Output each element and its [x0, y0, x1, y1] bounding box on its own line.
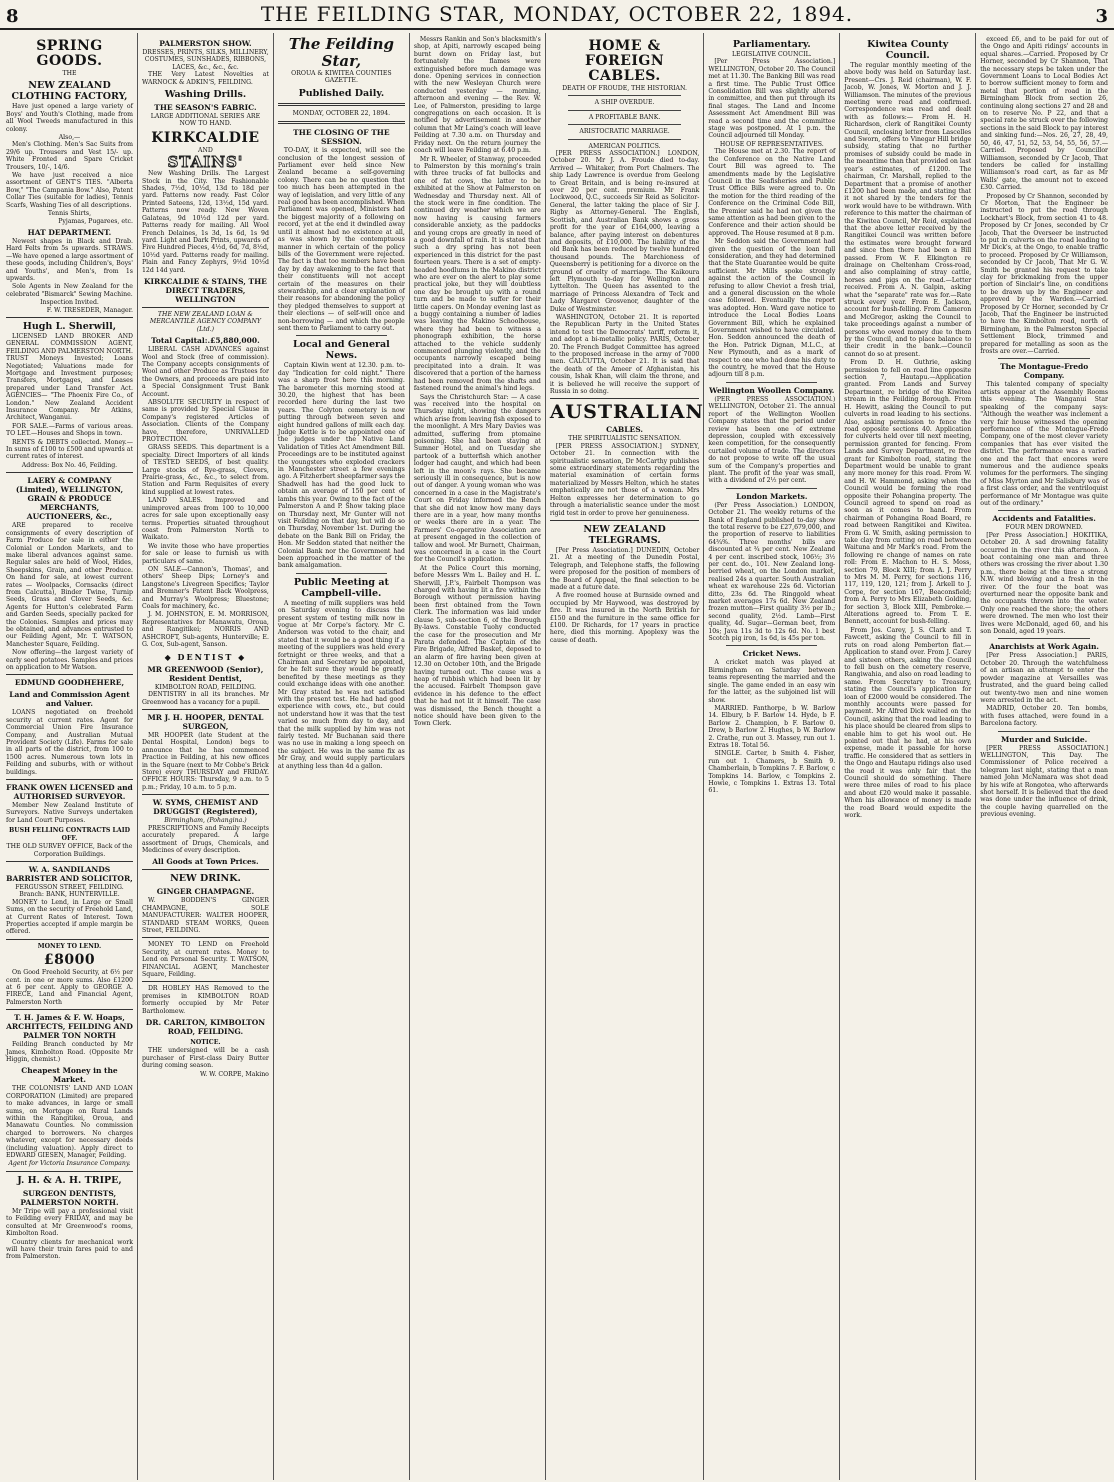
ad-text: LAND SALES. Improved and unimproved areas from 100 to 10,000 acres for sale upon exceptionally easy terms. Properties situated throughout coast from Palmerston North to Waikato.	[141, 497, 269, 542]
ad-text: LARGE ADDITIONAL SERIES ARE NOW TO HAND.	[150, 113, 261, 128]
ad-text: Address: Box No. 46, Feilding.	[21, 461, 118, 469]
divider	[998, 510, 1090, 511]
clothing-factory-heading: NEW ZEALAND CLOTHING FACTORY,	[11, 80, 128, 103]
divider	[6, 779, 133, 780]
divider	[296, 335, 387, 336]
ad-text: LIBERAL CASH ADVANCES against Wool and Stock (free of commission). The Company accepts consignments of Wool and other Produce as Trustees for the Owners, and proceeds are paid into a Special Consignment Trust Bank Account.	[141, 346, 269, 398]
article-text: Says the Christchurch Star: — A case was received into the hospital on Thursday night, showing the dangers which arise from leaving fish exposed to the moonlight. A Mrs Mary Davies was admitted, suffering from ptomaine poisoning. She had been staying at Sumner Hotel, and on Tuesday she partook of a butterfish which another lodger had caught, and which had been left in the moon's rays. She became seriously ill in consequence, but is now out of danger. A young woman who was concerned in a case in the Magistrate's Court on Friday informed the Bench that she did not know how many days there are in a year, how many months or weeks there are in a year. The Farmers' Co-operative Association are at present engaged in the collection of tallow and wool. Mr Burnett, Chairman, was concerned in a case in the Court for the Council's application.	[413, 393, 541, 564]
washing-drills-heading: Washing Drills.	[164, 89, 247, 101]
divider	[142, 937, 269, 938]
article-text: Captain Kiwin went at 12.30. p.m. to-day "Indication for cold night." There was a sharp frost here this morning. The barometer this morning stood at 30.20, the highest that has been recorded here during the last two years. The Colyton cemetery is now putting through between seven and eight hundred gallons of milk each day. Judge Kettle is to be appointed one of the judges under the Native Land Validation of Titles Act Amendment Bill. Proceedings are to be instituted against the youngsters who exploded crackers in Manchester street a few evenings ago. A Fitzherbert sheepfarmer says the Shadwell has had the good luck to obtain an average of 150 per cent of lambs this year. Owing to the fact of the Palmerston A and P. Show taking place on Thursday next, Mr Gunter will not visit Feilding on that day, but will do so on Thursday, November 1st. During the debate on the Bank Bill on Friday, the Hon. Mr Seddon stated that neither the Colonial Bank nor the Government had been approached in the matter of the bank amalgamation.	[277, 362, 405, 570]
ad-text: FERGUSSON STREET, FEILDING. Branch: BANK, HUNTERVILLE.	[15, 883, 124, 899]
ad-text: Birmingham, (Pohangina.)	[164, 817, 247, 825]
ad-text: LOANS negotiated on freehold security at current rates. Agent for Commercial Union Fire Insurance Company, and Australian Mutual Provident Society (Life). Farms for sale in all parts of the district, from 100 to 1500 acres. Numerous town lots in Feilding and suburbs, with or without buildings.	[6, 709, 133, 776]
divider	[278, 121, 405, 124]
murder-heading: Murder and Suicide.	[1001, 734, 1088, 744]
montague-heading: The Montague-Fredo Company.	[999, 362, 1089, 381]
stains-heading: STAINS'	[167, 153, 244, 172]
cricket-scores: MARRIED. Fanthorpe, b W. Barlow 14. Elbury, b F. Barlow 14. Hyde, b F. Barlow 2. Champion, b F. Barlow 0. Drew, b Barlow 2. Hughes, b W. Barlow 2. Crathe, run out 3. Massey, run out 1. Extras 18. Total 56.	[708, 704, 836, 749]
ad-text: Tennis Shirts,	[47, 210, 92, 218]
ad-text: AND	[198, 146, 213, 154]
hooper-heading: MR J. H. HOOPER, DENTAL SURGEON,	[147, 713, 264, 732]
ad-text: DENTISTRY in all its branches. Mr Greenwood has a vacancy for a pupil.	[141, 691, 269, 706]
article-text: [PER PRESS ASSOCIATION.] LONDON, October 20. Mr J. A. Froude died to-day. Arrived — Whitaker, from Port Chalmers. The ship Lady Lawrence is overdue from Geelong to Great Britain, and is being re-insured at over 20 per cent. premium. Mr Frank Lockwood, Q.C., succeeds Sir Reid as Solicitor-General, the latter taking the place of Sir J. Rigby as Attorney-General. The English, Scottish, and Australian Bank shows a gross profit for the year of £164,000, leaving a balance, after paying interest on debentures and deposits, of £10,000. The liability of the old Bank has been reduced by twelve hundred thousand pounds. The Marchioness of Queensberry is petitioning for a divorce on the ground of cruelty of marriage. The Kaikoura left Plymouth to-day for Wellington and Lyttelton. The Queen has assented to the marriage of Princess Alexandra of Teck and Lady Margaret Grosvenor, daughter of the Duke of Westminster.	[549, 150, 700, 313]
divider	[142, 869, 269, 870]
ad-text: Also,—	[58, 134, 81, 142]
issue-date: MONDAY, OCTOBER 22, 1894.	[292, 109, 391, 117]
gazette-subtitle: OROUA & KIWITEA COUNTIES GAZETTE.	[291, 70, 392, 85]
divider	[998, 358, 1090, 359]
divider	[6, 472, 133, 473]
ad-text: Men's Clothing. Men's Sac Suits from 29/6 up. Trousers and Vest 15/- up. White Fronted and Spare Cricket Trousers, 10/-, 14/6.	[6, 141, 133, 171]
divider	[726, 382, 817, 383]
ad-text: THE COLONISTS' LAND AND LOAN CORPORATION (Limited) are prepared to make advances, in large or small sums, on Mortgage on Rural Lands within the Rangitikei, Oroua, and Manawatu Counties. No commission charged to borrowers. No charges whatever, except for necessary deeds (including valuation). Apply direct to EDWARD GIESEN, Manager, Feilding.	[6, 1085, 133, 1160]
article-text: From D. H. Guthrie, asking permission to fell on road line opposite section 7, Hautapu.—Application granted. From Lands and Survey Department, re bridge of the Kiwitea stream in the Feilding Borough. From H. Hewitt, asking the Council to put culverts in road leading to his sections. Also, asking permission to fence the road opposite sections 40. Application for culverts held over till next meeting, permission granted for fencing. From Lands and Survey Department, re free grant for Kimbolton road, stating the Department would be unable to grant any more money for this road. From W. and H. W. Hammond, asking when the Council would be forming the road opposite their Pohangina property. The Council agreed to spend on road as soon as it comes to hand. From chairman of Pohangina Road Board, re road between Rangitikei and Kiwitea. From G. W. Smith, asking permission to take clay from cutting on road between Waituna and Mr Mark's road. From the following re change of names on rate roll: From E. Machon to H. S. Moss, section 79, Block XIII; from A. J. Perry to Mrs M. M. Perry, for sections 116, 117, 119, 120, 121; from J. Arkell to J. Corpe, for section 167, Beaconsfield; from A. Perry to Mrs Elizabeth Golding, for section 3, Block XIII, Pembroke.—Alterations agreed to. From T. E. Bennett, account for bush-felling.	[844, 359, 972, 626]
ad-text: Agent for Victoria Insurance Company.	[8, 1160, 131, 1168]
page-columns	[2, 33, 1112, 1480]
show-heading: PALMERSTON SHOW.	[159, 39, 252, 48]
article-text: A cricket match was played at Birmingham on Saturday between teams representing the married and the single. The game ended in an easy win for the latter, as the subjoined list will show.	[708, 659, 836, 704]
column-4	[410, 33, 546, 1480]
ad-text: THE SEASON'S FABRIC.	[154, 103, 257, 113]
article-text: At the Police Court this morning, before Messrs Wm L. Bailey and H. L. Sherwill, J.P.'s, Fairbelt Thompson was charged with having lit a fire within the Borough without permission having been first obtained from the Town Clerk. The information was laid under clause 5, sub-section 6, of the Borough By-laws. Constable Tuohy conducted the case for the prosecution and Mr Parata defended. The Captain of the Fire Brigade, Alfred Basket, deposed to an alarm of fire having been given at 12.30 on October 10th, and the Brigade having turned out. The cause was a heap of rubbish which had been lit by the accused. Fairbelt Thompson gave evidence in his defence to the effect that he had not lit it himself. The case was dismissed, the Bench thought a notice should have been given to the Town Clerk.	[413, 564, 541, 728]
article-text: exceed £6, and to be paid for out of the Ongo and Apiti ridings' accounts in equal shares.—Carried. Proposed by Cr Horner, seconded by Cr Shannon, That the necessary steps be taken under the Government Loans to Local Bodies Act to borrow sufficient money to form and metal that portion of road in the Birmingham Block from section 26, continuing along sections 27 and 28 and on to reserve No. P 22, and that a special rate be struck over the following sections in the said Block to pay interest and sinking fund:—Nos. 26, 27, 28, 49, 50, 46, 47, 51, 52, 53, 54, 55, 56, 57.—Carried. Proposed by Councillor Williamson, seconded by Cr Jacob, That tenders be called for installing Williamson's road cart, as far as Mr Walls' gate, the amount not to exceed £30. Carried.	[980, 36, 1109, 192]
divider	[6, 861, 133, 862]
article-text: Mr Seddon said the Government had given the question of the loan full consideration, and they had determined that the State Guarantee would be quite sufficient. Mr Mills spoke strongly against the action of the Council in refusing to allow Cheviot a fresh trial, and a general discussion on the whole case followed. Eventually the report was adopted. Hon. Ward gave notice to introduce the Local Bodies Loans Government Bill, which he explained Government wished to have circulated. Hon. Seddon announced the death of the Hon. Patrick Dignan, M.L.C., at New Plymouth, and as a mark of respect to one who had done his duty to the country, he moved that the House adjourn till 8 p.m.	[708, 238, 836, 379]
article-text: MADRID, October 20. Ten bombs, with fuses attached, were found in a Barcelona factory.	[980, 705, 1109, 728]
ad-text: LICENSED LAND BROKER AND GENERAL COMMISSION AGENT, FEILDING AND PALMERSTON NORTH. TRUST Moneys Invested; Loans Negotiated; Valuations made for Mortgage and Investment purposes; Transfers, Mortgages, and Leases prepared under Land Transfer Act. AGENCIES— "The Phoenix Fire Co., of London." New Zealand Accident Insurance Company. Mr Atkins, Architect, Wanganui.	[6, 332, 133, 422]
ad-text: DR HOBLEY HAS Removed to the premises in KIMBOLTON ROAD formerly occupied by Mr Peter Bartholomew.	[141, 985, 269, 1015]
accidents-heading: Accidents and Fatalities.	[992, 514, 1096, 524]
article-text: [Per Press Association.] DUNEDIN, October 21. At a meeting of the Dunedin Postal, Telegraph, and Telephone staffs, the following were proposed for the position of members of the Board of Appeal, the final selection to be made at a future date.	[549, 546, 700, 591]
ad-text: THE OLD SURVEY OFFICE, Back of the Corporation Buildings.	[6, 843, 133, 858]
house-subhead: HOUSE OF REPRESENTATIVES.	[719, 140, 824, 148]
ad-text: J. M. JOHNSTON, E. M. MORRISON, Representatives for Manawatu, Oroua, and Rangitikei; NORRIS AND ASHCROFT, Sub-agents, Hunterville; E. G. Cox, Sub-agent, Sanson.	[141, 611, 269, 648]
kiwitea-heading: Kiwitea County Council.	[867, 39, 949, 61]
australian-heading: AUSTRALIAN	[549, 401, 704, 424]
divider	[726, 488, 817, 489]
divider	[568, 139, 682, 140]
architects-heading: T. H. James & F. W. Hoaps, ARCHITECTS, FEILDING AND PALMER TON NORTH	[6, 1013, 133, 1041]
divider	[142, 709, 269, 710]
divider	[142, 981, 269, 982]
newspaper-title: THE FEILDING STAR, MONDAY, OCTOBER 22, 1894.	[260, 2, 854, 26]
column-3	[274, 33, 410, 1480]
cricket-heading: Cricket News.	[742, 649, 801, 659]
article-text: A meeting of milk suppliers was held on Saturday evening to discuss the present system of testing milk now in vogue at Mr Corpe's factory. Mr C. Anderson was voted to the chair, and stated that it would be a good thing if a meeting of the suppliers was held every fortnight or three weeks, and that a Chairman and Secretary be appointed, for he felt sure they would be greatly benefited by these meetings as they could exchange ideas with one another. Mr Gray stated he was not satisfied with the present test. He had had good experience with cows, etc., but could not understand how it was that the test varied so much from day to day, and that the milk supplied by him was not fairly tested. Mr Buchanan said there was no use in making a long speech on the subject. He was in the same fix as Mr Gray, and would supply particulars at anything less than 4d a gallon.	[277, 599, 405, 770]
ad-text: Now offering—the largest variety of early seed potatoes. Samples and prices on application to Mr Watson.	[6, 649, 133, 671]
divider	[6, 1171, 133, 1172]
ad-text: FOR SALE.—Farms of various areas. TO LET.—Houses and Shops in town.	[6, 422, 133, 438]
cable-subhead: A SHIP OVERDUE.	[594, 99, 655, 107]
ad-text: We have just received a nice assortment of GENT'S TIES. "Alberta Bow," "The Campania Bow." Also, Patent Collar Ties (suitable for ladies), Tennis Scarfs, Washing Ties of all descriptions.	[6, 172, 133, 209]
article-text: Mr R. Wheeler, of Stanway, proceeded to Palmerston by this morning's train with three trucks of fat bullocks and one of fat cows, the latter to be exhibited at the Show at Palmerston on Wednesday and Thursday next. All of the stock were in fine condition. The continued dry weather which we are now having is causing farmers considerable anxiety, as the paddocks and young crops are greatly in need of a good downfall of rain. It is stated that such a dry spring has not been experienced in this district for the past fourteen years. There is a set of empty-headed hoodlums in the Makino district who are ever on the alert to play some practical joke, but they will doubtless one day be brought up with a round turn and be made to suffer for their little capers. On Monday evening last as a buggy containing a number of ladies was leaving the Makino Schoolhouse, where they had been to witness a phonograph exhibition, the horse attached to the vehicle suddenly commenced plunging violently, and the occupants narrowly escaped being precipitated into a drain. It was discovered that a portion of the harness had been removed from the shafts and fastened round the animal's hind legs.	[413, 155, 541, 393]
article-text: (PER PRESS ASSOCIATION.) WELLINGTON, October 21. The annual report of the Wellington Woollen Company states that the period under review has been one of extreme depression, coupled with excessively keen competition, for the consequently curtailed volume of trade. The directors do not propose to write off the usual sum of the Company's properties and plant. The profit of the year was small, with a dividend of 2½ per cent.	[708, 395, 836, 485]
ad-text: MONEY to Lend, in Large or Small Sums, on the security of Freehold Land, at Current Rates of Interest. Town Properties accepted if ample margin be offered.	[6, 898, 133, 936]
ad-text: Newest shapes in Black and Drab. Hard Felts from 5s upwards. STRAWS.—We have opened a large assortment of these goods, including Children's, Boys' and Youths', and Men's, from 1s upwards.	[6, 237, 133, 282]
cables-heading: HOME & FOREIGN CABLES.	[584, 38, 665, 84]
ad-text: ON SALE—Cannon's, Thomas', and others' Sheep Dips; Lorney's and Langstone's Livegreen Specifics; Taylor and Bremner's Patent Back Woolpress, and Murray's Woolpress; Bluestone; Coals for machinery, &c.	[141, 565, 269, 610]
divider	[6, 317, 133, 318]
divider	[568, 124, 682, 125]
divider	[998, 731, 1090, 732]
tripe-sub: SURGEON DENTISTS, PALMERSTON NORTH.	[20, 1188, 119, 1207]
loan-amount: £8000	[43, 952, 96, 969]
article-text: Proposed by Cr Shannon, seconded by Cr Morton, That the Engineer be instructed to put the road through Lockhart's Block, from section 41 to 48. Proposed by Cr Jones, seconded by Cr Jacob, That the Overseer be instructed to put in culverts on the road leading to Mr Dick's, at the Ongo, to enable traffic to proceed. Proposed by Cr Williamson, seconded by Cr Jacob, That Mr G. W. Smith be granted his request to take clay for brickmaking from the upper portion of Sinclair's line, on conditions to be drawn up by the Engineer and approved by the Warden.—Carried. Proposed by Cr Horner, seconded by Cr Jacob, That the Engineer be instructed to have the Kimbolton road, north of Birmingham, in the Palmerston Special Settlement Block, trimmed and prepared for metalling as soon as the frosts are over.—Carried.	[980, 192, 1109, 356]
australian-cables: CABLES.	[606, 425, 643, 435]
column-5	[546, 33, 705, 1480]
sandilands-heading: W. A. SANDILANDS BARRISTER AND SOLICITOR,	[6, 864, 133, 883]
town-prices-heading: All Goods at Town Prices.	[152, 857, 259, 867]
ad-text: New Washing Drills. The Largest Stock in the City. The Fashionable Shades, 7½d, 10½d, 13d to 18d per yard. Patterns now ready. Fast Color Printed Sateens, 12d, 13½d, 15d yard. Patterns now ready. New Woven Galateas, 9d 10½d 12d per yard. Patterns ready for mailing. All Wool French Delaines, 1s 3d, 1s 6d, 1s 9d yard. Light and Dark Prints, upwards of Five Hundred Pieces, 4½d, 6d, 7d, 8½d, 10½d yard. Patterns ready for mailing. Plain and Fancy Zephyrs, 9½d 10½d 12d 14d yard.	[141, 170, 269, 274]
newspaper-logo: The Feilding Star,	[288, 35, 394, 70]
ad-the: THE	[62, 70, 77, 77]
hat-department-heading: HAT DEPARTMENT.	[27, 227, 112, 237]
ad-text: PRESCRIPTIONS and Family Receipts accurately prepared. A large assortment of Drugs, Chemicals, and Medicines of every description.	[141, 824, 269, 854]
article-text: WASHINGTON, October 21. It is reported the Republican Party in the United States intend to test the Democrats' tariff, reform it, and adopt a bi-metallic policy. PARIS, October 20. The French Budget Committee has agreed to the proposed increase in the army of 7000 men. CALCUTTA, October 21. It is said that the death of the Ameer of Afghanistan, his cousin, Ishak Khan, will claim the throne, and it is believed he will receive the support of Russia in so doing.	[549, 313, 700, 396]
markets-heading: London Markets.	[736, 491, 808, 501]
anarchists-heading: Anarchists at Work Again.	[989, 642, 1100, 652]
ad-text: MR HOOPER (late Student at the Dental Hospital, London) begs to announce that he has commenced Practice in Feilding, at his new offices in the Square (next to Mr Cobbe's Brick Store) every THURSDAY and FRIDAY. OFFICE HOURS: Thursday, 9 a.m. to 5 p.m.; Friday, 10 a.m. to 5 p.m.	[141, 732, 269, 791]
cheap-money-heading: Cheapest Money in the Market.	[21, 1066, 118, 1085]
ad-text: ARE prepared to receive consignments of every description of Farm Produce for sale in either the Colonial or London Markets, and to make liberal advances against same. Regular sales are held of Wool, Hides, Sheepskins, Grain, and other Produce. On hand for sale, at lowest current rates — Woolpacks, Cornsacks (direct from Calcutta), Binder Twine, Turnip Seeds, Grass and Clover Seeds, &c. Agents for Hutton's celebrated Farm and Garden Seeds, specially packed for the Colonies. Samples and prices may be obtained, and advances entrusted to our Feilding Agent, Mr. T. WATSON, Manchester Square, Feilding.	[6, 522, 133, 648]
article-text: The regular monthly meeting of the above body was held on Saturday last. Present—Crs. J. Reid (chairman), W. F. Jacob, W. Jones, W. Morton and J. J. Williamson. The minutes of the previous meeting were read and confirmed. Correspondence was read and dealt with as follows:— From H. H. Richardson, clerk of Rangitikei County Council, enclosing letter from Lascelles and Sworn, offers to Vinegar Hill bridge subsidy, stating that no further promises of subsidy could be made in the meantime than that provided on last year's estimates, of £1200. The chairman, Cr. Marshall, replied to the Department that a promise of another £1200 had been made, and stating that it not shared by the tenders for the work would have to be withdrawn. With reference to this matter the chairman of the Kiwitea Council, Mr Reid, explained that the above letter received by the Rangitikei Council was written before the estimates were brought forward and since then there had been a Bill passed. From W. F. Elkington re drainage on Cheltenham Cross-road, and also complaining of stray cattle, horses and pigs on the road.—Letter received. From A. N. Galpin, asking what the "separate" rate was for.—Rate struck every year. From E. Jackson, account for bush-felling. From Cameron and McGregor, asking the Council to take proceedings against a number of persons who owed money due to them by the Council, and to place balance to their credit in the bank.—Council cannot do so at present.	[844, 62, 972, 358]
ad-text: Member New Zealand Institute of Surveyors. Native Surveys undertaken for Land Court Purposes.	[6, 802, 133, 824]
divider	[550, 398, 700, 399]
public-meeting-heading: Public Meeting at Campbell-ville.	[293, 576, 389, 599]
ad-text: We invite those who have properties for sale or lease to furnish us with particulars of same.	[141, 542, 269, 565]
article-text: The House met at 2.30. The report of the Conference on the Native Land Court Bill was agreed to. The amendments made by the Legislative Council in the Seafisheries and Public Trust Office Bills were agreed to. On the motion for the third reading of the Conference on the Criminal Code Bill, the Premier said he had not given the same attention as had been given to the Conference and their action should be approved. The House resumed at 8 p.m.	[708, 148, 836, 237]
article-text: This talented company of specialty artists appear at the Assembly Rooms this evening. The Wanganui Star speaking of the company says: "Although the weather was inclement a very fair house witnessed the opening performance of the Montague-Fredo Company, one of the most clever variety companies that has ever visited the district. The performance was a varied one and the fact that encores were numerous and the audience speaks volumes for the performers. The singing of Miss Myrton and Mr Salisbury was of a first class order, and the ventriloquist performance of Mr Montague was quite out of the ordinary."	[980, 381, 1109, 507]
ad-text: F. W. TRESEDER, Manager.	[46, 306, 133, 314]
ad-text: On Good Freehold Security, at 6½ per cent. in one or more sums. Also £1200 at 6 per cent. Apply to GEORGE A. FIRECE, Land and Financial Agent, Palmerston North	[6, 969, 133, 1006]
cable-subhead: AMERICAN POLITICS.	[588, 142, 661, 150]
divider	[296, 573, 387, 574]
masthead	[0, 0, 1114, 30]
divider	[998, 638, 1090, 639]
article-text: [Per Press Association.] WELLINGTON, October 20. The Council met at 11.30. The Banking Bill was read a first time. The Public Trust Office Consolidation Bill was slightly altered in committee, and then put through its final stages. The Land and Income Assessment Act Amendment Bill was read a second time and the committee stage was postponed. At 1 p.m. the Council adjourned till Monday.	[708, 58, 836, 140]
ad-text: DRESSES, PRINTS, SILKS, MILLINERY, COSTUMES, SUNSHADES, RIBBONS, LACES, &c., &c., &c.	[142, 49, 269, 71]
ad-text: GRASS SEEDS. This department is a specialty. Direct Importers of all kinds of TESTED SEEDS, of best quality. Large stocks of Rye-grass, Clovers, Prairie-grass, &c., &c., to select from. Station and Farm Requisites of every kind supplied at lowest rates.	[141, 444, 269, 496]
column-8	[976, 33, 1112, 1480]
article-text: Messrs Rankin and Son's blacksmith's shop, at Apiti, narrowly escaped being burnt down on Friday last, but fortunately the flames were extinguished before much damage was done. Opening services in connection with the new Wesleyan Church were conducted yesterday — morning, afternoon and evening — the Rev. W. Lee, of Palmerston, presiding to large congregations on each occasion. It is notified by advertisement in another column that Mr Laing's coach will leave Feilding at 7.30 a.m. on Thursday and Friday next. On the return journey the coach will leave Feilding at 6.40 p.m.	[413, 36, 541, 155]
page-number-left: 8	[6, 6, 19, 27]
ad-text: MONEY TO LEND on Freehold Security, at current rates. Money to Lend on Personal Security. T. WATSON, FINANCIAL AGENT, Manchester Square, Feilding.	[141, 941, 269, 978]
drowned-subhead: FOUR MEN DROWNED.	[1005, 524, 1083, 532]
greenwood-heading: MR GREENWOOD (Senior), Resident Dentist,	[147, 664, 264, 683]
money-to-lend-heading: MONEY TO LEND.	[37, 942, 102, 950]
cable-subhead: THE SPIRITUALISTIC SENSATION.	[568, 435, 681, 443]
column-2	[138, 33, 274, 1480]
ad-text: Pyjamas, Pugarees, etc.	[58, 217, 133, 225]
ad-text: Have just opened a large variety of Boys' and Youth's Clothing, made from all Wool Tweeds manufactured in this colony.	[6, 103, 133, 133]
divider	[142, 307, 269, 308]
article-text: [PER PRESS ASSOCIATION.] WELLINGTON, This Day. The Commissioner of Police received a telegram last night, stating that a man named John McNamara was shot dead by his wife at Rongotea, who afterwards shot herself. It is believed that the deed was done under the influence of drink, the couple having quarrelled on the previous evening.	[980, 744, 1109, 819]
divider	[6, 674, 133, 675]
ad-text: BUSH FELLING CONTRACTS LAID OFF.	[8, 827, 130, 842]
tripe-heading: J. H. & A. H. TRIPE,	[17, 1174, 122, 1186]
nz-telegrams-heading: NEW ZEALAND TELEGRAMS.	[583, 523, 666, 546]
page-number-right: 3	[1095, 6, 1108, 27]
ad-text: Inspection Invited.	[40, 299, 99, 307]
cable-subhead: ARISTOCRATIC MARRIAGE.	[579, 128, 670, 136]
ad-text: RENTS & DEBTS collected. Money.—In sums of £100 to £500 and upwards at current rates of interest.	[6, 438, 133, 461]
ad-text: KIMBOLTON ROAD, FEILDING.	[154, 683, 256, 691]
carlton-heading: DR. CARLTON, KIMBOLTON ROAD, FEILDING.	[145, 1018, 266, 1036]
article-text: From Jos. Carey, J. S. Clark and T. Fawcett, asking the Council to fill in ruts on road along Pemberton flat.—Application to stand over. From J. Carey and sixteen others, asking the Council to fell bush on the cemetery reserve, Rangiwahia, and also on road leading to same. From Secretary to Treasury, stating the Council's application for loan of £2000 would be considered. The monthly accounts were passed for payment. Mr Alfred Dick waited on the Council, asking that the road leading to his place should be cleared from slips to enable him to get his wool out. He pointed out that he had, at his own expense, made it passable for horse traffic. He considered that as settlers in the Ongo and Hautapu ridings also used the road it was only fair that the Council should do something. There were three miles of road to his place and about £20 would make it passable. When his allowance of money is made the road Board would expedite the work.	[844, 626, 972, 820]
session-heading: THE CLOSING OF THE SESSION.	[293, 128, 390, 147]
legislative-subhead: LEGISLATIVE COUNCIL.	[731, 51, 812, 58]
ad-text: THE Very Latest Novelties at WARNOCK & ADKIN'S, FEILDING.	[141, 71, 269, 86]
goodhere-heading: EDMUND GOODHEHERE,	[14, 678, 125, 688]
parliamentary-heading: Parliamentary.	[732, 39, 811, 50]
article-text: TO-DAY, it is expected, will see the conclusion of the longest session of Parliament ever held since New Zealand became a self-governing colony. There can be no question that too much has been attempted in the way of legislation, and very little of any real good has been accomplished. When Parliament was opened, Ministers had the biggest majority of a following on record, yet at the end it dwindled away until it almost had no existence at all, as was shown by the contemptuous manner in which certain of the policy bills of the Government were rejected. The fact is that too members have been day by day awakening to the fact that their constituents will not accept certain of the measures on their stewardship, and a clear explanation of their reasons for abandoning the policy they pledged themselves to support at their elections — of self-will once and non-borrowing — and which the people sent them to Parliament to carry out.	[277, 147, 405, 332]
ks-heading: KIRKCALDIE & STAINS, THE DIRECT TRADERS, WELLINGTON	[143, 276, 267, 304]
ginger-heading: GINGER CHAMPAGNE.	[156, 887, 255, 897]
kirkcaldie-heading: KIRKCALDIE	[151, 129, 260, 146]
new-drink-heading: NEW DRINK.	[170, 873, 241, 885]
dentist-sign: ◆ DENTIST ◆	[164, 652, 247, 663]
cable-subhead: A PROFITABLE BANK.	[588, 113, 661, 121]
ad-text: Mr Tripe will pay a professional visit to Feilding every FRIDAY, and may be consulted at Mr Greenwood's rooms, Kimbolton Road.	[6, 1207, 133, 1238]
goodhere-sub: Land and Commission Agent and Valuer.	[9, 690, 130, 709]
ad-text: W. BODDEN'S GINGER CHAMPAGNE, SOLE MANUFACTURER: WALTER HOOPER, STANDARD STEAM WORKS, Queen Street, FEILDING.	[141, 897, 269, 934]
article-text: A five roomed house at Burnside owned and occupied by Mr Haywood, was destroyed by fire. It was insured in the North British for £150 and the furniture in the same office for £100. Dr Richards, for 17 years in practice here, died this morning. Apoplexy was the cause of death.	[549, 592, 700, 644]
divider	[6, 939, 133, 940]
ad-text: THE undersigned will be a cash purchaser of First-class Dairy Butter during coming season.	[141, 1047, 269, 1070]
article-text: [Per Press Association.] PARIS, October 20. Through the watchfulness of an artisan an attempt to enter the powder magazine at Versailles was frustrated, and the guard being called out twenty-two men and nine women were arrested in the act.	[980, 652, 1109, 704]
capital-heading: Total Capital:.£5,880,000.	[151, 336, 260, 346]
divider	[278, 103, 405, 106]
laery-heading: LAERY & COMPANY (Limited), WELLINGTON, GRAIN & PRODUCE MERCHANTS, AUCTIONEERS, &c.,	[15, 476, 124, 522]
divider	[6, 1009, 133, 1010]
sherwill-heading: Hugh L. Sherwill,	[22, 320, 117, 332]
cricket-scores: SINGLE. Carter, b Smith 4. Fisher, run out 1. Chamers, b Smith 9. Chamberlain, b Tompkins 7. F. Barlow, c Tompkins 14. Barlow, c Tompkins 2. Howie, c Tompkins 1. Extras 13. Total 61.	[708, 750, 836, 795]
owen-heading: FRANK OWEN LICENSED and AUTHORISED SURVEYOR.	[6, 783, 133, 802]
cable-subhead: DEATH OF FROUDE, THE HISTORIAN.	[562, 85, 688, 92]
ad-text: W. W. CORPE, Makino	[199, 1070, 269, 1078]
published-daily: Published Daily.	[298, 87, 385, 99]
ad-text: ABSOLUTE SECURITY in respect of same is provided by Special Clause in Company's registered Articles of Association. Clients of the Company have, therefore, UNRIVALLED PROTECTION.	[141, 399, 269, 444]
notice-heading: NOTICE.	[190, 1039, 221, 1046]
syms-heading: W. SYMS, CHEMIST AND DRUGGIST (Registered),	[152, 798, 259, 817]
column-6	[704, 33, 840, 1480]
divider	[568, 95, 682, 96]
loan-agency-heading: THE NEW ZEALAND LOAN & MERCANTILE AGENCY COMPANY (Ltd.)	[149, 310, 261, 333]
divider	[726, 645, 817, 646]
ad-text: Country clients for mechanical work will have their train fares paid to and from Palmerston.	[6, 1238, 133, 1261]
local-news-heading: Local and General News.	[293, 339, 390, 362]
article-text: (Per Press Association.) LONDON, October 21. The weekly returns of the Bank of England published to-day show the total reserve to be £27,679,000, and the proportion of reserve to liabilities 64¾%. Three months' bills are discounted at ¾ per cent. New Zealand 4 per cent. inscribed stock, 106½; 3½ per cent. do., 101. New Zealand long-berried wheat, on the London market, realised 24s a quarter. South Australian wheat ex warehouse 22s 6d. Victorian ditto, 23s 6d. The Ringgold wheat market averages 17s 6d. New Zealand frozen mutton—First quality 3½ per lb.; second quality, 2½d. Lamb—First quality, 4d. Sugar—German beet, from 10s; Java 11s 3d to 12s 6d. No. 1 best Scotch pig iron, 1s 6d, is 45s per ton.	[708, 501, 836, 643]
column-7	[840, 33, 976, 1480]
divider	[142, 794, 269, 795]
ad-text: Sole Agents in New Zealand for the celebrated "Bismarck" Sewing Machine.	[6, 283, 133, 298]
divider	[568, 110, 682, 111]
article-text: [PER PRESS ASSOCIATION.] SYDNEY, October 21. In connection with the spiritualistic sensation, Dr McCarthy publishes some extraordinary statements regarding the material examination of certain forms materialized by Messrs Helton, which he states emphatically are not those of a woman. Mrs Helton expresses her determination to go through a materialistic seance under the most rigid test in order to prove her genuineness.	[549, 442, 700, 517]
article-text: [Per Press Association.] HOKITIKA, October 20. A sad drowning fatality occurred in the river this afternoon. A boat containing one man and three others was crossing the river about 1.30 p.m., there being at the time a strong N.W. wind blowing and a fresh in the river. Of the four the boat was overturned near the opposite bank and the occupants thrown into the water. Only one reached the shore; the others were drowned. The men who lost their lives were McDonald, aged 60, and his son Donald, aged 19 years.	[980, 531, 1109, 636]
spring-goods-heading: SPRING GOODS.	[36, 38, 103, 69]
column-1	[2, 33, 138, 1480]
woollen-heading: Wellington Woollen Company.	[709, 385, 835, 395]
divider	[550, 520, 700, 521]
ad-text: Feilding Branch conducted by Mr James, Kimbolton Road. (Opposite Mr Higgin, chemist.)	[6, 1041, 133, 1063]
